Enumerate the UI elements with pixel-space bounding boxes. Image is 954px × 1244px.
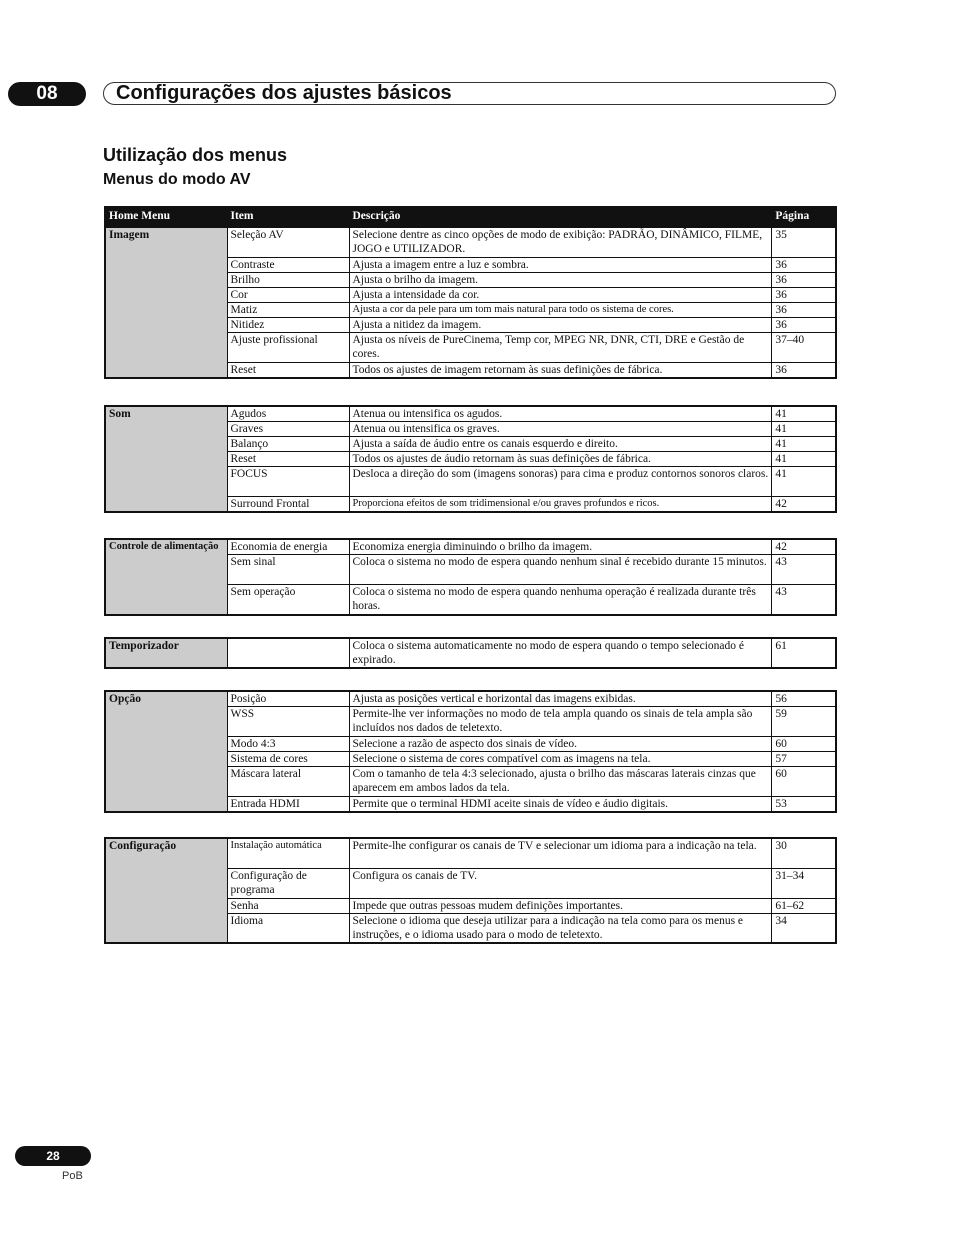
group-label: Controle de alimentação [105,539,227,615]
header-item: Item [227,207,349,228]
item-cell: Reset [227,452,349,467]
group-label: Temporizador [105,638,227,668]
item-cell: Modo 4:3 [227,737,349,752]
description-cell: Ajusta a saída de áudio entre os canais esquerdo e direito. [349,437,772,452]
item-cell: WSS [227,707,349,737]
item-cell: Posição [227,691,349,707]
page-cell: 37–40 [772,333,836,363]
item-cell: Cor [227,288,349,303]
page-cell: 30 [772,838,836,868]
page-cell: 60 [772,737,836,752]
menu-table-configuracao [104,837,837,944]
description-cell: Ajusta os níveis de PureCinema, Temp cor, MPEG NR, DNR, CTI, DRE e Gestão de cores. [349,333,772,363]
description-cell: Coloca o sistema no modo de espera quando nenhum sinal é recebido durante 15 minutos. [349,555,772,585]
item-cell: Reset [227,363,349,379]
item-cell: FOCUS [227,467,349,497]
description-cell: Ajusta o brilho da imagem. [349,273,772,288]
item-cell: Graves [227,422,349,437]
group-label: Som [105,406,227,512]
item-cell: Ajuste profissional [227,333,349,363]
menu-table-controle-alimentacao [104,538,837,616]
language-code: PoB [62,1170,83,1182]
description-cell: Ajusta a imagem entre a luz e sombra. [349,258,772,273]
item-cell: Seleção AV [227,228,349,258]
item-cell: Instalação automática [227,838,349,868]
menu-table-imagem [104,206,837,379]
page-cell: 31–34 [772,868,836,898]
description-cell: Selecione a razão de aspecto dos sinais de vídeo. [349,737,772,752]
page-cell: 36 [772,363,836,379]
description-cell: Economiza energia diminuindo o brilho da imagem. [349,539,772,555]
item-cell: Máscara lateral [227,767,349,797]
description-cell: Desloca a direção do som (imagens sonoras) para cima e produz contornos sonoros claros. [349,467,772,497]
page-cell: 36 [772,288,836,303]
item-cell: Senha [227,898,349,913]
page-cell: 60 [772,767,836,797]
page-cell: 42 [772,497,836,513]
page-cell: 36 [772,303,836,318]
item-cell: Surround Frontal [227,497,349,513]
page-cell: 41 [772,452,836,467]
description-cell: Ajusta a nitidez da imagem. [349,318,772,333]
item-cell: Brilho [227,273,349,288]
page-cell: 41 [772,437,836,452]
section-title: Utilização dos menus [103,145,288,165]
page-cell: 41 [772,422,836,437]
table-row [105,838,836,868]
item-cell: Sistema de cores [227,752,349,767]
description-cell: Selecione o sistema de cores compatível com as imagens na tela. [349,752,772,767]
group-label: Configuração [105,838,227,943]
group-label: Opção [105,691,227,812]
description-cell: Coloca o sistema automaticamente no modo de espera quando o tempo selecionado é expirado. [349,638,772,668]
description-cell: Selecione dentre as cinco opções de modo de exibição: PADRÃO, DINÂMICO, FILME, JOGO e UTILIZADOR. [349,228,772,258]
description-cell: Permite que o terminal HDMI aceite sinais de vídeo e áudio digitais. [349,797,772,813]
item-cell: Agudos [227,406,349,422]
item-cell: Economia de energia [227,539,349,555]
group-label: Imagem [105,228,227,379]
header-home-menu: Home Menu [105,207,227,228]
description-cell: Impede que outras pessoas mudem definições importantes. [349,898,772,913]
page-cell: 34 [772,913,836,943]
page-cell: 36 [772,273,836,288]
page-cell: 36 [772,318,836,333]
chapter-number-badge: 08 [8,82,86,106]
item-cell: Configuração de programa [227,868,349,898]
item-cell: Sem sinal [227,555,349,585]
table-row [105,638,836,668]
item-cell: Sem operação [227,585,349,615]
table-row [105,691,836,707]
page-cell: 59 [772,707,836,737]
description-cell: Com o tamanho de tela 4:3 selecionado, ajusta o brilho das máscaras laterais cinzas que aparecem em ambos lados da tela. [349,767,772,797]
page-cell: 41 [772,467,836,497]
page-cell: 61–62 [772,898,836,913]
description-cell: Ajusta a cor da pele para um tom mais natural para todo os sistema de cores. [349,303,772,318]
page-cell: 43 [772,555,836,585]
description-cell: Todos os ajustes de áudio retornam às suas definições de fábrica. [349,452,772,467]
item-cell: Nitidez [227,318,349,333]
page-cell: 43 [772,585,836,615]
page-cell: 56 [772,691,836,707]
header-page: Página [772,207,836,228]
table-header-row [105,207,836,228]
description-cell: Coloca o sistema no modo de espera quando nenhuma operação é realizada durante três horas. [349,585,772,615]
subsection-title: Menus do modo AV [103,171,251,188]
item-cell [227,638,349,668]
item-cell: Balanço [227,437,349,452]
item-cell: Entrada HDMI [227,797,349,813]
header-description: Descrição [349,207,772,228]
page-cell: 35 [772,228,836,258]
description-cell: Atenua ou intensifica os graves. [349,422,772,437]
menu-table-som [104,405,837,513]
description-cell: Permite-lhe configurar os canais de TV e selecionar um idioma para a indicação na tela. [349,838,772,868]
table-row [105,406,836,422]
table-row [105,539,836,555]
menu-table-temporizador [104,637,837,669]
page-cell: 36 [772,258,836,273]
page-number-badge: 28 [15,1146,91,1166]
page-cell: 42 [772,539,836,555]
description-cell: Selecione o idioma que deseja utilizar para a indicação na tela como para os menus e instruções, e o idioma usado para o modo de teletexto. [349,913,772,943]
description-cell: Permite-lhe ver informações no modo de tela ampla quando os sinais de tela ampla são incluídos nos dados de teletexto. [349,707,772,737]
item-cell: Idioma [227,913,349,943]
chapter-title: Configurações dos ajustes básicos [116,82,452,104]
page-cell: 57 [772,752,836,767]
menu-table-opcao [104,690,837,813]
item-cell: Contraste [227,258,349,273]
description-cell: Atenua ou intensifica os agudos. [349,406,772,422]
description-cell: Proporciona efeitos de som tridimensional e/ou graves profundos e ricos. [349,497,772,513]
description-cell: Configura os canais de TV. [349,868,772,898]
page-cell: 61 [772,638,836,668]
description-cell: Ajusta a intensidade da cor. [349,288,772,303]
table-row [105,228,836,258]
description-cell: Todos os ajustes de imagem retornam às suas definições de fábrica. [349,363,772,379]
page-cell: 41 [772,406,836,422]
description-cell: Ajusta as posições vertical e horizontal das imagens exibidas. [349,691,772,707]
page-cell: 53 [772,797,836,813]
item-cell: Matiz [227,303,349,318]
